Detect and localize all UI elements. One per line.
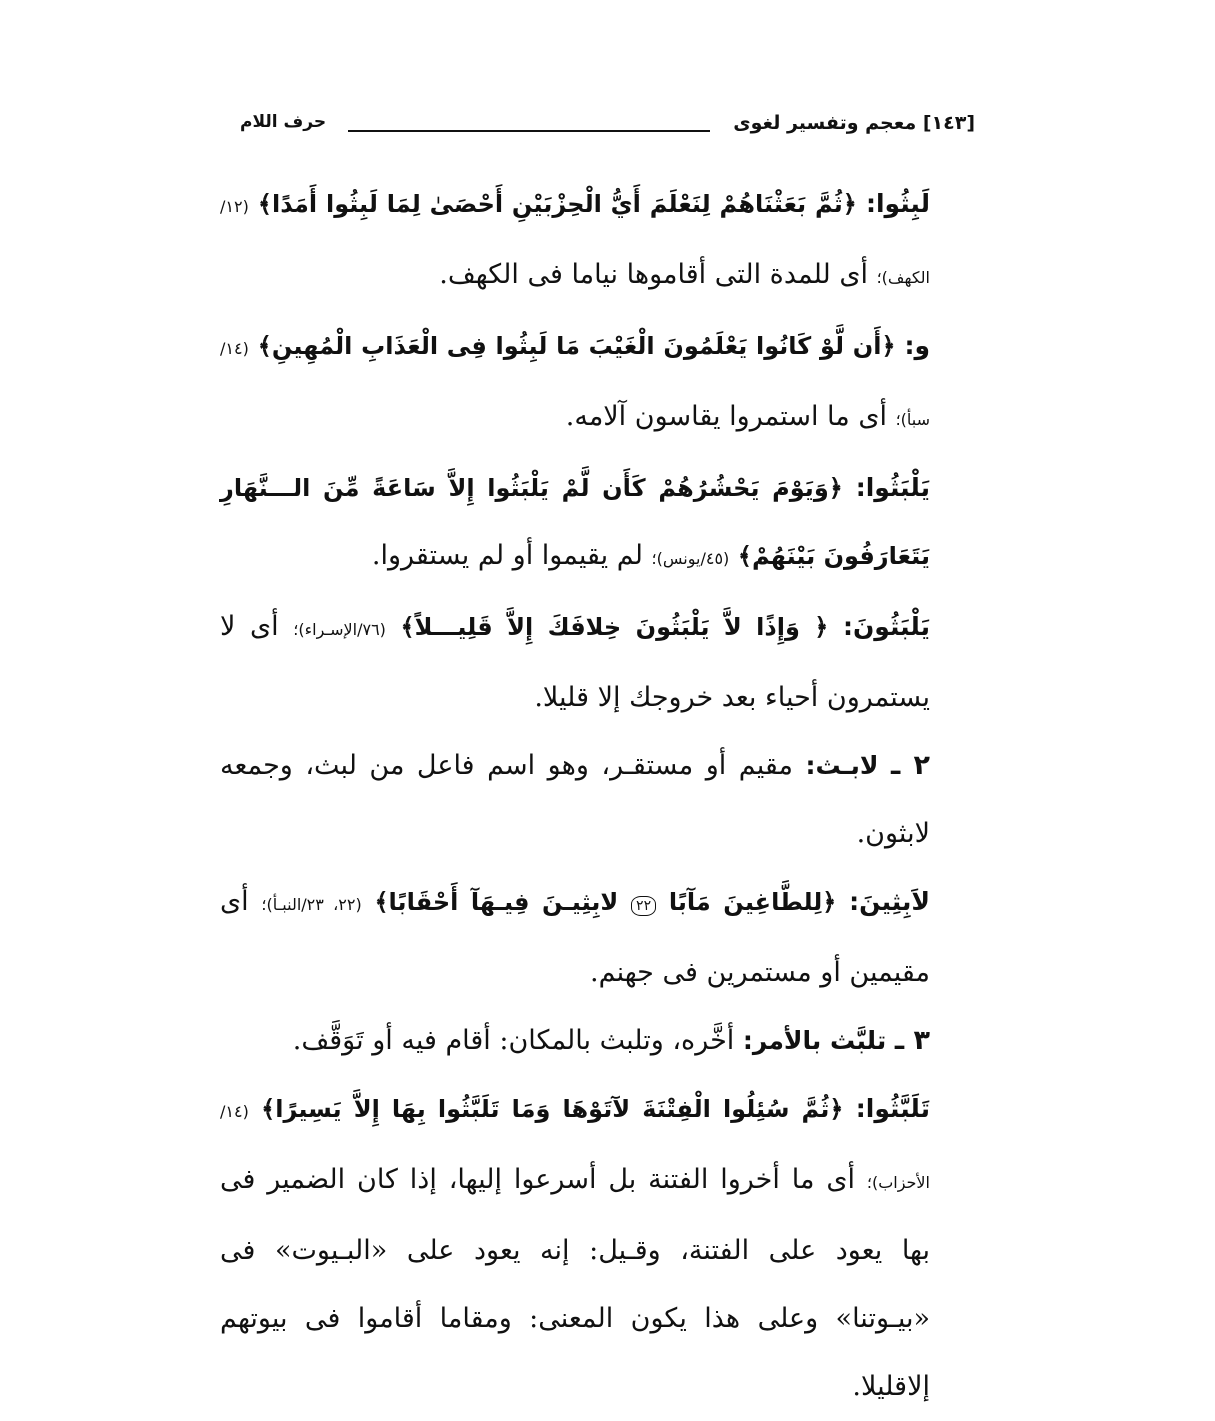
section-number: ٣ ـ bbox=[894, 1025, 930, 1056]
entry-explanation: أى للمدة التى أقاموها نياما فى الكهف. bbox=[439, 259, 868, 290]
header-rule bbox=[348, 130, 710, 132]
verse-reference: (١٤/الأحزاب)؛ bbox=[220, 1102, 930, 1192]
entry-term: تلبَّث بالأمر: bbox=[742, 1026, 887, 1055]
verse-reference: (١٢/الكهف)؛ bbox=[220, 197, 930, 287]
entry-talabbathu bbox=[220, 1075, 960, 1421]
quran-verse: ﴿أَن لَّوْ كَانُوا يَعْلَمُونَ الْغَيْبَ مَا لَبِثُوا فِى الْعَذَابِ الْمُهِينِ﴾ bbox=[257, 332, 896, 360]
entry-explanation: أى ما استمروا يقاسون آلامه. bbox=[565, 401, 887, 432]
entry-labithin bbox=[220, 868, 960, 1007]
entry-term: يَلْبَثُونَ: bbox=[842, 612, 930, 641]
entry-explanation: لم يقيموا أو لم يستقروا. bbox=[371, 540, 643, 571]
quran-verse: ﴿ثُمَّ سُئِلُوا الْفِتْنَةَ لآتَوْهَا وَمَا تَلَبَّثُوا بِهَا إِلاَّ يَسِيرًا﴾ bbox=[261, 1095, 844, 1123]
verse-reference: (١٤/سبأ)؛ bbox=[220, 339, 930, 429]
entry-term: لاَبِثِينَ: bbox=[849, 887, 931, 916]
entry-wa bbox=[220, 312, 960, 454]
quran-verse: ﴿ وَإِذًا لاَّ يَلْبَثُونَ خِلافَكَ إِلاَّ قَلِيـــلاً﴾ bbox=[400, 613, 829, 641]
entry-term: تَلَبَّثُوا: bbox=[855, 1094, 930, 1123]
quran-verse-part2: لابِثِيـنَ فِيـهَآ أَحْقَابًا﴾ bbox=[374, 888, 619, 916]
entry-prefix: و: bbox=[904, 331, 930, 360]
entry-term: لَبِثُوا: bbox=[865, 189, 930, 218]
entry-term: يَلْبَثُوا: bbox=[855, 473, 930, 502]
body-text bbox=[220, 170, 960, 1421]
entry-explanation: أى لا يستمرون أحياء بعد خروجك إلا قليلا. bbox=[220, 611, 930, 713]
entry-yalbathu bbox=[220, 454, 960, 593]
quran-verse: ﴿ثُمَّ بَعَثْنَاهُمْ لِنَعْلَمَ أَيُّ الْحِزْبَيْنِ أَحْصَىٰ لِمَا لَبِثُوا أَمَدًا﴾ bbox=[257, 190, 857, 218]
verse-reference: (٧٦/الإسـراء)؛ bbox=[293, 620, 386, 639]
verse-reference: (٤٥/يونس)؛ bbox=[651, 549, 730, 568]
section-number: ٢ ـ bbox=[890, 750, 930, 781]
page-number-title: [١٤٣] معجم وتفسير لغوى bbox=[733, 112, 975, 134]
entry-term: لابـث: bbox=[805, 751, 879, 780]
entry-explanation: أخَّره، وتلبث بالمكان: أقام فيه أو تَوَقَّف. bbox=[292, 1025, 735, 1056]
entry-talabbath bbox=[220, 1007, 960, 1075]
quran-verse-part1: ﴿لِلطَّاغِينَ مَآبًا bbox=[668, 888, 837, 916]
entry-yalbathun bbox=[220, 593, 960, 732]
entry-labithu bbox=[220, 170, 960, 312]
section-title: حرف اللام bbox=[240, 112, 327, 132]
entry-labith bbox=[220, 732, 960, 868]
entry-explanation: أى مقيمين أو مستمرين فى جهنم. bbox=[220, 886, 930, 988]
entry-explanation: أى ما أخروا الفتنة بل أسرعوا إليها، إذا كان الضمير فى بها يعود على الفتنة، وقـيل: إنه يعود على «البـيوت» فى «بيـوتنا» وعلى هذا يكون المعنى: ومقاما أقاموا فى بيوتهم إلاقليلا. bbox=[220, 1164, 930, 1402]
entry-explanation: مقيم أو مستقـر، وهو اسم فاعل من لبث، وجمعه لابثون. bbox=[220, 750, 930, 849]
page-header bbox=[240, 112, 975, 144]
quran-verse: ﴿وَيَوْمَ يَحْشُرُهُمْ كَأَن لَّمْ يَلْبَثُوا إِلاَّ سَاعَةً مِّنَ الـــنَّهَارِ يَتَعَارَفُونَ بَيْنَهُمْ﴾ bbox=[220, 474, 930, 570]
verse-reference: (٢٢، ٢٣/النبـأ)؛ bbox=[261, 895, 362, 914]
ayah-number-icon: ٢٢ bbox=[631, 896, 656, 916]
